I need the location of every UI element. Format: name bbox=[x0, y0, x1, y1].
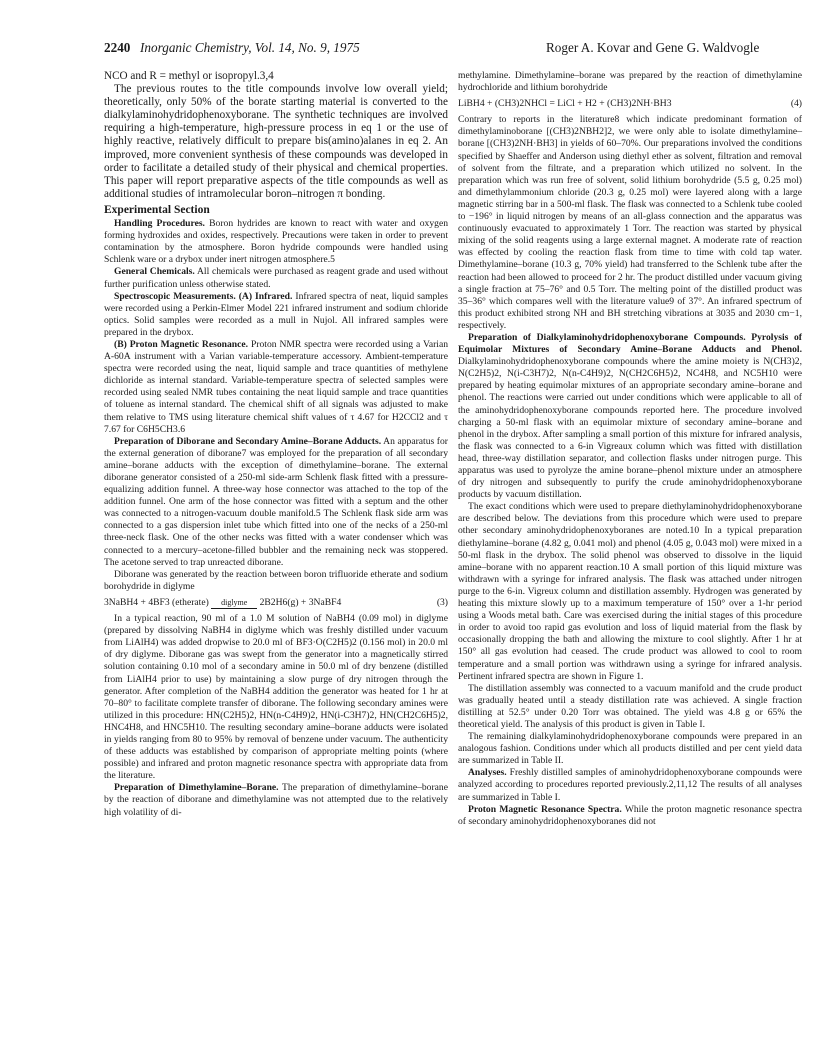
paragraph-contrary: Contrary to reports in the literature8 which indicate predominant formation of dimethylaminoborane [(CH3)2NBH2]2, we were only able to isolate dimethylamine–borane [(CH3)2NH·BH3] in yields of 60–70%. Our preparations involved the conditions specified by Shaeffer and Anderson using diethyl ether as solvent, filtration and removal of solvent from the filtrate, and a preparation which utilized no solvent. In the preparation which was run free of solvent, solid lithium borohydride (5.5 g, 0.25 mol) and dimethylammonium chloride (20.3 g, 0.25 mol) were layered along with a large magnetic stirring bar in a 500-ml flask. The flask was connected to a Schlenk tube cooled to −196° in liquid nitrogen by means of an all-glass connection and the apparatus was continuously evacuated to approximately 1 Torr. The reaction was started by physical mixing of the solid reagents using a large external magnet. A moderate rate of reaction was effected by cooling the reaction flask from time to time with cold tap water. Dimethylamine–borane (10.3 g, 70% yield) had transferred to the Schlenk tube after the reaction had been allowed to proceed for 2 hr. The product distilled under vacuum giving a single fraction at 75–76° and 0.5 Torr. The melting point of the distilled product was 35–36° which compares well with the literature value9 of 37°. An infrared spectrum of this product exhibited strong NH and BH stretching vibrations at 3035 and 2030 cm−1, respectively. bbox=[458, 114, 802, 331]
run-in-heading: Preparation of Dialkylaminohydridophenoxyborane Compounds. Pyrolysis of Equimolar Mixtures of Secondary Amine–Borane Adducts and Phenol. bbox=[458, 331, 802, 356]
paragraph-text: Freshly distilled samples of aminohydridophenoxyborane compounds were analyzed according to procedures reported previously.2,11,12 The results of all analyses are summarized in Table I. bbox=[458, 767, 802, 803]
paragraph-text: While the proton magnetic resonance spectra of secondary aminohydridophenoxyboranes did not bbox=[458, 803, 803, 827]
paragraph-text: Infrared spectra of neat, liquid samples were recorded using a Perkin-Elmer Model 221 infrared instrument and sodium chloride optics. Solid samples were recorded as a mull in Nujol. All infrared samples were prepared in the drybox. bbox=[104, 290, 449, 338]
run-in-heading: Preparation of Diborane and Secondary Amine–Borane Adducts. bbox=[114, 435, 382, 447]
paragraph-exact-conditions: The exact conditions which were used to prepare diethylaminohydridophenoxyborane are described below. The deviations from this procedure which were used to prepare other secondary aminohydridophenoxyboranes are noted.10 In a typical preparation diethylamine–borane (4.82 g, 0.041 mol) and phenol (4.05 g, 0.043 mol) were mixed in a 50-ml flask in the drybox. The solid phenol was observed to dissolve in the liquid amine–borane with no apparent reaction.10 A small portion of this liquid mixture was withdrawn with a syringe for infrared analysis. The flask was attached under nitrogen purge to the 6-in. Vigreux column and distillation assembly. Hydrogen was generated by heating this mixture slowly up to a maximum temperature of 150° over a 1-hr period using a Woods metal bath. Care was exercised during the initial stages of this procedure in order to avoid too rapid gas evolution and loss of liquid material from the flask by occasionally dropping the bath and allowing the mixture to cool slightly. After 1 hr at 150° all gas evolution had ceased. The crude product was allowed to cool to room temperature and a small portion was withdrawn using a syringe for infrared analysis. Pertinent infrared spectra are shown in Figure 1. bbox=[458, 501, 802, 682]
paragraph-nmr bbox=[104, 339, 448, 436]
paragraph-handling bbox=[104, 218, 448, 266]
equation-4 bbox=[458, 98, 802, 110]
running-header bbox=[0, 40, 823, 60]
paragraph-pmr bbox=[458, 804, 802, 828]
paragraph-remaining: The remaining dialkylaminohydridophenoxyborane compounds were prepared in an analogous fashion. Conditions under which all products distilled and per cent yield data are summarized in Table II. bbox=[458, 731, 802, 767]
paragraph-chemicals bbox=[104, 266, 448, 290]
paragraph-preparation bbox=[458, 332, 802, 501]
paragraph-text: Boron hydrides are known to react with water and oxygen forming hydroxides and oxides, respectively. Precautions were taken in order to prevent contamination by the atmosphere. Boron hydride compounds were handled using Schlenk ware or a drybox under inert nitrogen atmosphere.5 bbox=[104, 218, 448, 266]
run-in-heading: Handling Procedures. bbox=[114, 218, 205, 230]
run-in-heading: Proton Magnetic Resonance Spectra. bbox=[468, 803, 622, 815]
run-in-heading: (B) Proton Magnetic Resonance. bbox=[114, 338, 249, 350]
equation-lhs: 3NaBH4 + 4BF3 (etherate) bbox=[104, 596, 209, 608]
author-names: Roger A. Kovar and Gene G. Waldvogle bbox=[546, 40, 760, 55]
left-column bbox=[104, 70, 448, 819]
paragraph-diborane bbox=[104, 436, 448, 569]
journal-citation: Inorganic Chemistry, Vol. 14, No. 9, 1975 bbox=[140, 40, 360, 55]
paragraph-text: An apparatus for the external generation of diborane7 was employed for the preparation of all secondary amine–borane adducts with the exception of dimethylamine–borane. The external diborane generator consisted of a 250-ml side-arm Schlenk flask fitted with a pressure-equalizing addition funnel. A three-way hose connector was attached to the top of the addition funnel. One arm of the hose connector was fitted with a septum and the other was connected to a nitrogen-vacuum double manifold.5 The Schlenk flask side arm was connected to a gas dispersion inlet tube which fitted into one of the necks of a 250-ml three-neck flask. One of the other necks was fitted with a water condenser which was connected to a mercury–acetone-filled bubbler and the remaining neck was stoppered. The acetone served to trap unreacted diborane. bbox=[104, 435, 448, 568]
intro-paragraph: The previous routes to the title compounds involve low overall yield; theoretically, only 50% of the borate starting material is converted to the dialkylaminohydridophenoxyborane. The synthetic techniques are involved requiring a high-temperature, high-pressure process in eq 1 or the use of highly reactive, relatively difficult to prepare bis(amino)alanes in eq 2. An improved, more convenient synthesis of these compounds was developed in order to facilitate a detailed study of their physical and chemical properties. This paper will report preparative aspects of the title compounds as well as additional studies of intramolecular boron–nitrogen π bonding. bbox=[104, 83, 448, 200]
paragraph-typical-reaction: In a typical reaction, 90 ml of a 1.0 M solution of NaBH4 (0.09 mol) in diglyme (prepared by dissolving NaBH4 in diglyme which was freshly distilled under vacuum from LiAlH4) was added dropwise to 20.0 ml of BF3·O(C2H5)2 (0.156 mol) in 20.0 ml of dry diglyme. Diborane gas was swept from the generator into a magnetically stirred solution containing 0.10 mol of a secondary amine in 50.0 ml of dry benzene (distilled from LiAlH4 prior to use) by maintaining a slow purge of dry nitrogen through the generator. After completion of the NaBH4 addition the generator was heated for 1 hr at 70–80° to facilitate complete transfer of diborane. The following secondary amines were utilized in this procedure: HN(C2H5)2, HN(n-C4H9)2, HN(i-C3H7)2, HN(CH2C6H5)2, HNC4H8, and HNC5H10. The resulting secondary amine–borane adducts were isolated in yields ranging from 80 to 95% by removal of benzene under vacuum. The authenticity of these adducts was established by comparison of appropriate melting points (where possible) and infrared and proton magnetic resonance spectra with appropriate data from the literature. bbox=[104, 613, 448, 782]
equation-number: (3) bbox=[436, 596, 448, 608]
equation-rhs: 2B2H6(g) + 3NaBF4 bbox=[259, 596, 342, 608]
run-in-heading: Spectroscopic Measurements. (A) Infrared. bbox=[114, 290, 293, 302]
paragraph-diborane-generation: Diborane was generated by the reaction between boron trifluoride etherate and sodium borohydride in diglyme bbox=[104, 568, 448, 592]
run-in-heading: General Chemicals. bbox=[114, 266, 195, 278]
reaction-arrow bbox=[211, 599, 257, 609]
paragraph-distillation: The distillation assembly was connected to a vacuum manifold and the crude product was gradually heated until a steady distillation rate was achieved. A single fraction distilling at 52.5° under 0.20 Torr was obtained. The yield was 4.8 g or 65% the theoretical yield. The analysis of this product is given in Table I. bbox=[458, 682, 802, 730]
run-in-heading: Preparation of Dimethylamine–Borane. bbox=[114, 782, 279, 794]
equation-body bbox=[104, 597, 341, 609]
paragraph-text: The preparation of dimethylamine–borane by the reaction of diborane and dimethylamine was not attempted due to the relatively high volatility of di- bbox=[104, 782, 448, 818]
paragraph-dimethylamine-borane bbox=[104, 782, 448, 818]
section-heading: Experimental Section bbox=[104, 203, 210, 216]
paragraph-infrared bbox=[104, 291, 448, 339]
equation-body: LiBH4 + (CH3)2NHCl = LiCl + H2 + (CH3)2NH·BH3 bbox=[458, 98, 672, 110]
paragraph-text: Proton NMR spectra were recorded using a Varian A-60A instrument with a Varian variable-temperature accessory. Ambient-temperature spectra were recorded using the neat, liquid sample and trace quantities of methylene dichloride as internal standard. Variable-temperature spectra of selected samples were recorded using sealed NMR tubes containing the neat liquid sample and trace quantities of toluene as internal standard. The chemical shift of all signals was adjusted to make them relative to TMS using literature chemical shift values of τ 4.67 for H2CCl2 and τ 7.67 for C6H5CH3.6 bbox=[104, 338, 449, 435]
intro-fragment: NCO and R = methyl or isopropyl.3,4 bbox=[104, 70, 274, 82]
paragraph-analyses bbox=[458, 767, 802, 803]
paragraph-continuation: methylamine. Dimethylamine–borane was prepared by the reaction of dimethylamine hydrochloride and lithium borohydride bbox=[458, 70, 802, 94]
paragraph-text: All chemicals were purchased as reagent grade and used without further purification unless otherwise stated. bbox=[104, 266, 448, 290]
arrow-label: diglyme bbox=[221, 598, 248, 608]
right-column bbox=[458, 70, 802, 828]
run-in-heading: Analyses. bbox=[468, 767, 507, 779]
equation-3 bbox=[104, 597, 448, 609]
equation-number: (4) bbox=[790, 98, 802, 110]
paragraph-text: Dialkylaminohydridophenoxyborane compounds where the amine moiety is N(CH3)2, N(C2H5)2, N(i-C3H7)2, N(n-C4H9)2, N(CH2C6H5)2, NC4H8, and NC5H10 were prepared by heating equimolar mixtures of an appropriate secondary amine–borane and phenol. The reactions were carried out under conditions which were applicable to all of the aminohydridophenoxyborane compounds reported here. The procedure involved charging a 50-ml flask with an equimolar mixture of secondary amine–borane and phenol in the drybox. After sampling a small portion of this mixture for infrared analysis, the flask was connected to a 6-in Vigreaux column which was fitted with distillation head, three-way distillation separator, and collection flasks under nitrogen purge. This apparatus was used to pyrolyze the amine borane–phenol mixture under an atmosphere of dry nitrogen and subsequently to purify the crude aminohydridophenoxyborane products by vacuum distillation. bbox=[458, 356, 802, 501]
page-number: 2240 bbox=[104, 40, 131, 55]
